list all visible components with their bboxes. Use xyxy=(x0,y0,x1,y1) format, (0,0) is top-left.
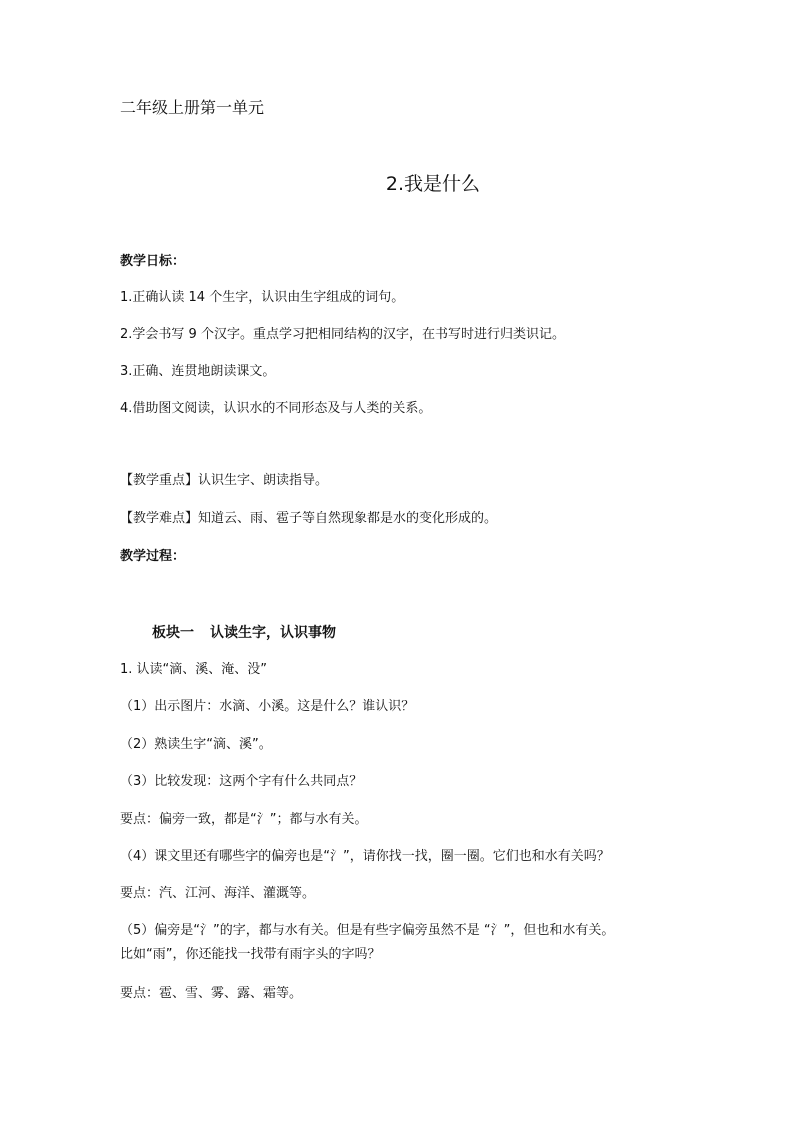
step-line: 比如“雨”，你还能找一找带有雨字头的字吗？ xyxy=(120,947,381,962)
key-point: 【教学重点】认识生字、朗读指导。 xyxy=(120,473,329,488)
key-note: 要点：雹、雪、雾、露、霜等。 xyxy=(120,986,303,1001)
step-line: （4）课文里还有哪些字的偏旁也是“氵”，请你找一找，圈一圈。它们也和水有关吗？ xyxy=(120,849,610,864)
item-heading: 1. 认读“滴、溪、淹、没” xyxy=(120,662,268,677)
block-title xyxy=(152,624,336,642)
unit-heading: 二年级上册第一单元 xyxy=(120,98,265,117)
step-line: （2）熟读生字“滴、溪”。 xyxy=(120,737,272,752)
objectives-heading: 教学日标： xyxy=(120,254,186,269)
block-title-text: 认读生字，认识事物 xyxy=(210,625,336,641)
step-line: （5）偏旁是“氵”的字，都与水有关。但是有些字偏旁虽然不是 “氵”，但也和水有关。 xyxy=(120,923,615,938)
process-heading: 教学过程： xyxy=(120,549,186,564)
key-note: 要点：汽、江河、海洋、灌溉等。 xyxy=(120,886,316,901)
block-title-label: 板块一 xyxy=(152,625,194,641)
objective-item: 2.学会书写 9 个汉字。重点学习把相同结构的汉字，在书写时进行归类识记。 xyxy=(120,327,565,342)
difficulty-point: 【教学难点】知道云、雨、雹子等自然现象都是水的变化形成的。 xyxy=(120,511,498,526)
key-note: 要点：偏旁一致，都是“氵”；都与水有关。 xyxy=(120,812,368,827)
objective-item: 1.正确认读 14 个生字，认识由生字组成的词句。 xyxy=(120,290,405,305)
objective-item: 3.正确、连贯地朗读课文。 xyxy=(120,364,276,379)
step-line: （3）比较发现：这两个字有什么共同点？ xyxy=(120,774,363,789)
objective-item: 4.借助图文阅读，认识水的不同形态及与人类的关系。 xyxy=(120,401,432,416)
step-line: （1）出示图片：水滴、小溪。这是什么？谁认识？ xyxy=(120,699,415,714)
lesson-title: 2.我是什么 xyxy=(385,173,481,195)
